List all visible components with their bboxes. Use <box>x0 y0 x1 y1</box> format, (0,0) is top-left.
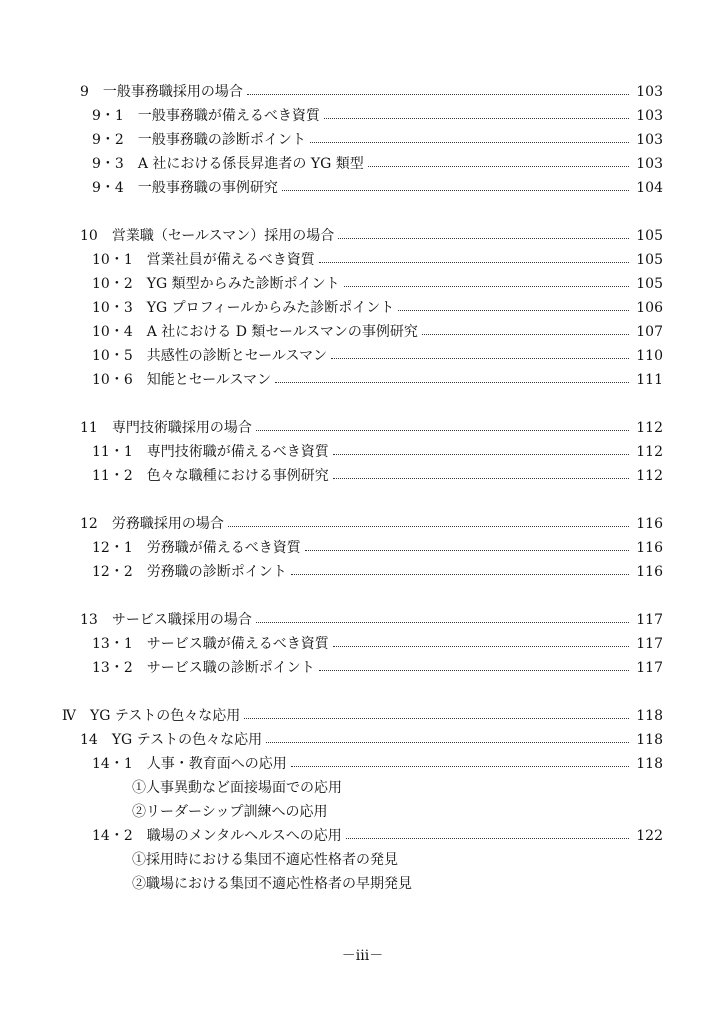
toc-label <box>92 632 633 656</box>
toc-page-number: 118 <box>636 756 663 772</box>
section-gap <box>0 584 725 608</box>
toc-label <box>80 608 633 632</box>
toc-label <box>132 848 633 872</box>
toc-entry <box>0 152 725 176</box>
dot-leader <box>256 622 629 623</box>
dot-leader <box>247 94 629 95</box>
dot-leader <box>333 646 629 647</box>
toc-page-number: 112 <box>636 420 663 436</box>
toc-entry <box>0 560 725 584</box>
toc-label <box>92 536 633 560</box>
toc-subitem <box>0 776 725 800</box>
dot-leader <box>333 478 629 479</box>
section-gap <box>0 200 725 224</box>
dot-leader <box>368 166 629 167</box>
dot-leader <box>346 838 629 839</box>
toc-label <box>92 656 633 680</box>
toc-entry-text: 11・2 色々な職種における事例研究 <box>92 468 329 484</box>
toc-entry <box>0 416 725 440</box>
toc-page-number: 118 <box>636 732 663 748</box>
toc-entry <box>0 296 725 320</box>
dot-leader <box>344 286 629 287</box>
toc-entry <box>0 320 725 344</box>
toc-page-number: 106 <box>636 300 663 316</box>
toc-page-number: 103 <box>636 156 663 172</box>
toc-label <box>92 560 633 584</box>
toc-label <box>92 440 633 464</box>
toc-entry-text: 9・4 一般事務職の事例研究 <box>92 180 278 196</box>
toc-entry-text: 9・2 一般事務職の診断ポイント <box>92 132 306 148</box>
dot-leader <box>282 190 629 191</box>
toc-entry <box>0 824 725 848</box>
dot-leader <box>256 430 629 431</box>
toc-entry <box>0 344 725 368</box>
toc-entry-text: 14・2 職場のメンタルヘルスへの応用 <box>92 828 342 844</box>
toc-label <box>92 128 633 152</box>
toc-subitem <box>0 848 725 872</box>
toc-entry <box>0 608 725 632</box>
toc-page-number: 117 <box>636 636 663 652</box>
toc-label <box>92 464 633 488</box>
dot-leader <box>228 526 629 527</box>
toc-entry-text: 14 YG テストの色々な応用 <box>80 732 263 748</box>
toc-label <box>92 272 633 296</box>
toc-entry <box>0 656 725 680</box>
toc-page-number: 107 <box>636 324 663 340</box>
page-number: －iii－ <box>341 948 384 964</box>
section-gap <box>0 392 725 416</box>
toc-page-number: 103 <box>636 108 663 124</box>
toc-label <box>92 152 633 176</box>
dot-leader <box>331 358 629 359</box>
toc-page-number: 117 <box>636 660 663 676</box>
dot-leader <box>275 382 629 383</box>
dot-leader <box>291 574 629 575</box>
dot-leader <box>338 238 629 239</box>
toc-entry <box>0 512 725 536</box>
toc-label <box>62 704 633 728</box>
toc-page-number: 105 <box>636 228 663 244</box>
toc-entry <box>0 704 725 728</box>
toc-entry-text: 10・3 YG プロフィールからみた診断ポイント <box>92 300 395 316</box>
toc-entry-text: 10 営業職（セールスマン）採用の場合 <box>80 228 335 244</box>
toc-label <box>92 344 633 368</box>
dot-leader <box>305 550 629 551</box>
toc-label <box>92 752 633 776</box>
toc-entry <box>0 536 725 560</box>
toc-page-number: 117 <box>636 612 663 628</box>
dot-leader <box>319 262 629 263</box>
toc-label <box>92 368 633 392</box>
toc-label <box>132 872 633 896</box>
toc-page-number: 105 <box>636 276 663 292</box>
toc-page-number: 118 <box>636 708 663 724</box>
toc-entry <box>0 248 725 272</box>
toc-entry <box>0 176 725 200</box>
toc-entry-text: 9 一般事務職採用の場合 <box>80 84 243 100</box>
toc-subitem <box>0 872 725 896</box>
section-gap <box>0 680 725 704</box>
toc-label <box>80 728 633 752</box>
toc-entry-text: ②リーダーシップ訓練への応用 <box>132 804 328 820</box>
toc-entry-text: ①人事異動など面接場面での応用 <box>132 780 342 796</box>
toc-page-number: 104 <box>636 180 663 196</box>
toc-entry-text: 13・2 サービス職の診断ポイント <box>92 660 315 676</box>
dot-leader <box>244 718 629 719</box>
toc-entry <box>0 80 725 104</box>
toc-entry-text: 10・5 共感性の診断とセールスマン <box>92 348 328 364</box>
toc-label <box>92 296 633 320</box>
toc-entry-text: 13・1 サービス職が備えるべき資質 <box>92 636 329 652</box>
toc-entry <box>0 224 725 248</box>
toc-page-number: 112 <box>636 468 663 484</box>
toc-entry-text: 10・2 YG 類型からみた診断ポイント <box>92 276 340 292</box>
toc-page-number: 112 <box>636 444 663 460</box>
dot-leader <box>319 670 629 671</box>
toc-entry-text: 9・3 A 社における係長昇進者の YG 類型 <box>92 156 364 172</box>
toc-entry-text: 12 労務職採用の場合 <box>80 516 224 532</box>
toc-label <box>132 776 633 800</box>
toc-page-number: 116 <box>636 516 663 532</box>
toc-entry <box>0 440 725 464</box>
toc-entry <box>0 464 725 488</box>
toc-label <box>92 824 633 848</box>
toc-entry <box>0 272 725 296</box>
toc-entry <box>0 728 725 752</box>
toc-label <box>132 800 633 824</box>
toc-entry <box>0 632 725 656</box>
toc-label <box>92 320 633 344</box>
toc-page-number: 110 <box>636 348 663 364</box>
toc-label <box>80 80 633 104</box>
toc-entry-text: 12・1 労務職が備えるべき資質 <box>92 540 301 556</box>
toc-entry-text: 12・2 労務職の診断ポイント <box>92 564 287 580</box>
table-of-contents <box>0 80 725 896</box>
dot-leader <box>266 742 629 743</box>
dot-leader <box>333 454 629 455</box>
dot-leader <box>310 142 629 143</box>
toc-page-number: 122 <box>636 828 663 844</box>
toc-entry-text: 10・4 A 社における D 類セールスマンの事例研究 <box>92 324 418 340</box>
toc-entry-text: 10・6 知能とセールスマン <box>92 372 272 388</box>
toc-entry-text: 11 専門技術職採用の場合 <box>80 420 252 436</box>
toc-entry-text: 14・1 人事・教育面への応用 <box>92 756 287 772</box>
toc-subitem <box>0 800 725 824</box>
toc-label <box>92 248 633 272</box>
toc-page-number: 111 <box>636 372 663 388</box>
toc-entry-text: Ⅳ YG テストの色々な応用 <box>62 708 241 724</box>
toc-entry-text: 11・1 専門技術職が備えるべき資質 <box>92 444 329 460</box>
dot-leader <box>324 118 629 119</box>
toc-entry <box>0 104 725 128</box>
toc-entry <box>0 128 725 152</box>
toc-page-number: 116 <box>636 540 663 556</box>
toc-page-number: 103 <box>636 84 663 100</box>
toc-label <box>80 512 633 536</box>
dot-leader <box>291 766 629 767</box>
toc-entry-text: 9・1 一般事務職が備えるべき資質 <box>92 108 320 124</box>
toc-page-number: 105 <box>636 252 663 268</box>
toc-page-number: 103 <box>636 132 663 148</box>
toc-label <box>92 104 633 128</box>
toc-label <box>80 224 633 248</box>
dot-leader <box>398 310 629 311</box>
toc-entry <box>0 368 725 392</box>
toc-label <box>80 416 633 440</box>
dot-leader <box>422 334 629 335</box>
toc-entry-text: ②職場における集団不適応性格者の早期発見 <box>132 876 412 892</box>
toc-label <box>92 176 633 200</box>
toc-entry-text: ①採用時における集団不適応性格者の発見 <box>132 852 398 868</box>
toc-entry-text: 13 サービス職採用の場合 <box>80 612 252 628</box>
toc-page-number: 116 <box>636 564 663 580</box>
toc-entry <box>0 752 725 776</box>
toc-entry-text: 10・1 営業社員が備えるべき資質 <box>92 252 315 268</box>
section-gap <box>0 488 725 512</box>
